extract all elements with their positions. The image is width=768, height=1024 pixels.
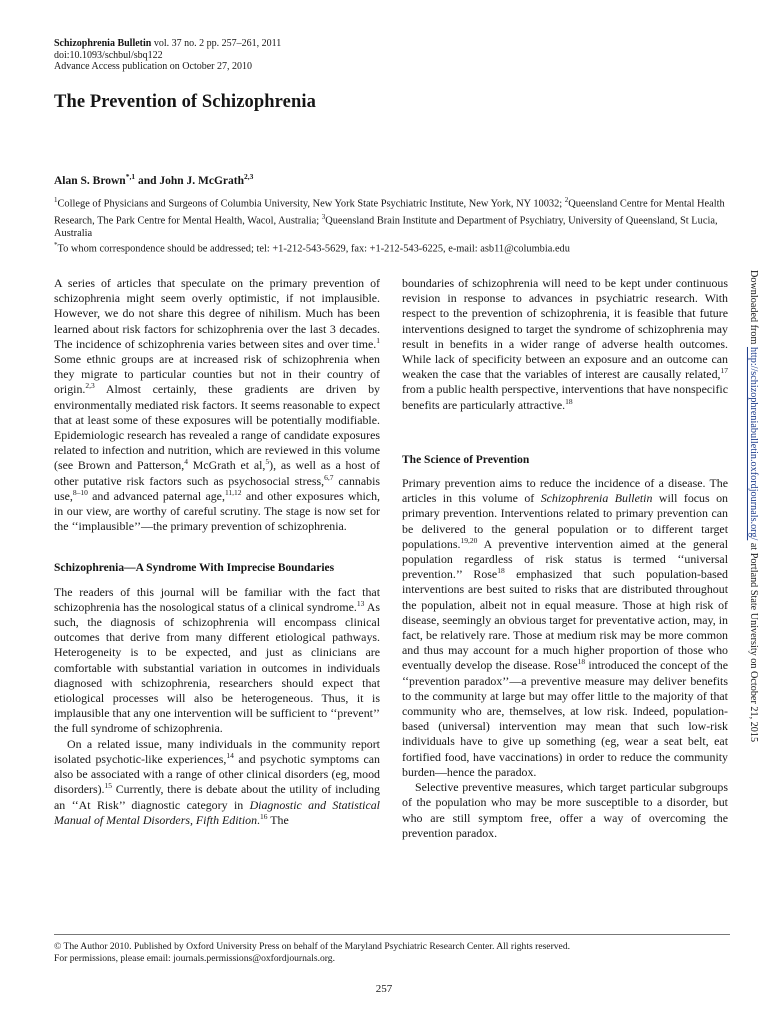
copyright-line: © The Author 2010. Published by Oxford University Press on behalf of the Maryland Psychiatric Research Center. All rights reserved.: [54, 941, 571, 952]
download-suffix: at Portland State University on October 21, 2015: [748, 540, 759, 743]
page-number: 257: [375, 983, 393, 995]
download-note: [748, 270, 759, 742]
journal-citation: [54, 38, 281, 50]
footer-rule: [54, 934, 730, 935]
journal-name: Schizophrenia Bulletin: [54, 38, 152, 49]
corr-text: To whom correspondence should be addressed; tel: +1-212-543-5629, fax: +1-212-543-6225, e-mail: asb11@columbia.edu: [57, 243, 570, 255]
permissions-line: For permissions, please email: journals.permissions@oxfordjournals.org.: [54, 953, 335, 964]
section-heading: Schizophrenia—A Syndrome With Imprecise Boundaries: [54, 562, 335, 575]
affil-text: College of Physicians and Surgeons of Columbia University, New York State Psychiatric Institute, New York, NY 10032;: [57, 198, 565, 210]
author-sup: *,1: [125, 172, 136, 181]
affil-sup: 1: [54, 196, 58, 204]
author-conjunction: and: [135, 174, 160, 187]
paragraph: boundaries of schizophrenia will need to be kept under continuous revision in response to advances in psychiatric research. With respect to the prevention of schizophrenia, it is feasible that future interventions designed to target the syndrome of schizophrenia may result in benefits in a wider range of adverse health outcomes. While lack of specificity between an exposure and an outcome can weaken the case that the variables of interest are causally related,$^{17}$ from a public health perspective, interventions that have nonspecific benefits are particularly attractive.$^{18}$: [402, 276, 728, 412]
paragraph: The readers of this journal will be familiar with the fact that schizophrenia has the nosological status of a clinical syndrome.$^{13}$ As such, the diagnosis of schizophrenia will encompass clinical outcomes that derive from many different etiological pathways. Heterogeneity is to be expected, and just as clinicians are comfortable with substantial variation in outcomes in individuals diagnosed with schizophrenia, researchers should expect that etiological processes will also be heterogeneous. Thus, it is implausible that any one intervention will be sufficient to ‘‘prevent’’ the full syndrome of schizophrenia.: [54, 584, 380, 736]
download-link[interactable]: http://schizophreniabulletin.oxfordjournals.org/: [748, 346, 759, 541]
journal-header: [54, 38, 281, 73]
download-prefix: Downloaded from: [748, 270, 759, 347]
affil-sup: 3: [321, 212, 326, 221]
author-name: Alan S. Brown: [54, 174, 126, 187]
advance-access: Advance Access publication on October 27, 2010: [54, 61, 253, 72]
paragraph: A series of articles that speculate on the primary prevention of schizophrenia might seem overly optimistic, if not implausible. However, we do not share this degree of nihilism. Much has been learned about risk factors for schizophrenia over the last 3 decades. The incidence of schizophrenia varies between sites and over time.$^1$ Some ethnic groups are at increased risk of schizophrenia when they migrate to particular counties but not in their country of origin.$^{2,3}$ Almost certainly, these gradients are driven by environmentally mediated risk factors. It seems reasonable to expect that at least some of these exposures will be potentially modifiable. Epidemiologic research has revealed a range of candidate exposures related to infection and nutrition, which are reviewed in this volume (see Brown and Patterson,$^4$ McGrath et al,$^5$), as well as a host of other putative risk factors such as psychosocial stress,$^{6,7}$ cannabis use,$^{8-10}$ and advanced paternal age,$^{11,12}$ and other exposures which, in our view, are worthy of careful scrutiny. The stage is now set for the ‘‘implausible’’—the primary prevention of schizophrenia.: [54, 276, 381, 534]
article-title: The Prevention of Schizophrenia: [54, 92, 316, 112]
corr-star: *: [54, 241, 58, 249]
author-name: John J. McGrath: [159, 174, 245, 187]
affil-sup: 2: [564, 196, 569, 204]
right-column: [402, 276, 728, 841]
paragraph: Selective preventive measures, which target particular subgroups of the population who may be more susceptible to a disorder, but who are still symptom free, offer a way of overcoming the prevention paradox.: [402, 780, 728, 840]
correspondence: [54, 239, 730, 255]
affil-text: Queensland Brain Institute and Department of Psychiatry, University of Queensland, St Lucia, Australia: [54, 215, 718, 240]
paragraph: Primary prevention aims to reduce the incidence of a disease. The articles in this volume of Schizophrenia Bulletin will focus on primary prevention. Interventions related to primary prevention can be delivered to the general population or to different target populations.$^{19,20}$ A preventive intervention aimed at the general population regardless of risk status is termed ‘‘universal prevention.’’ Rose$^{18}$ emphasized that such population-based interventions are best suited to risks that are distributed throughout the population, albeit not in equal measure. Those at high risk of disease, seemingly an obvious target for preventative action, may, in fact, be relatively rare. Those at medium risk may be more common and thus may account for a much higher proportion of those who eventually develop the disease. Rose$^{18}$ introduced the concept of the ‘‘prevention paradox’’—a preventive measure may deliver benefits to the community at large but may offer little to the majority of that community who are, themselves, at low risk. Indeed, population-based (universal) intervention may mean that such low-risk individuals have to give up something (eg, wear a seat belt, eat fortified food, have vaccinations) in order to reduce the community burden—hence the paradox.: [402, 476, 728, 779]
doi: doi:10.1093/schbul/sbq122: [54, 49, 163, 61]
volume-info: vol. 37 no. 2 pp. 257–261, 2011: [151, 38, 282, 49]
left-column: [54, 276, 380, 828]
affiliations: [54, 194, 730, 241]
copyright-footer: [54, 941, 730, 965]
author-sup: 2,3: [244, 172, 254, 181]
affil-text: Queensland Centre for Mental Health Research, The Park Centre for Mental Health, Wacol, Australia;: [54, 198, 725, 227]
section-heading: The Science of Prevention: [402, 453, 530, 466]
author-list: [54, 172, 253, 187]
paragraph: On a related issue, many individuals in the community report isolated psychotic-like experiences,$^{14}$ and psychotic symptoms can also be associated with a range of other clinical disorders (eg, mood disorders).$^{15}$ Currently, there is debate about the utility of including an ‘‘At Risk’’ diagnostic category in Diagnostic and Statistical Manual of Mental Disorders, Fifth Edition.$^{16}$ The: [54, 736, 380, 827]
